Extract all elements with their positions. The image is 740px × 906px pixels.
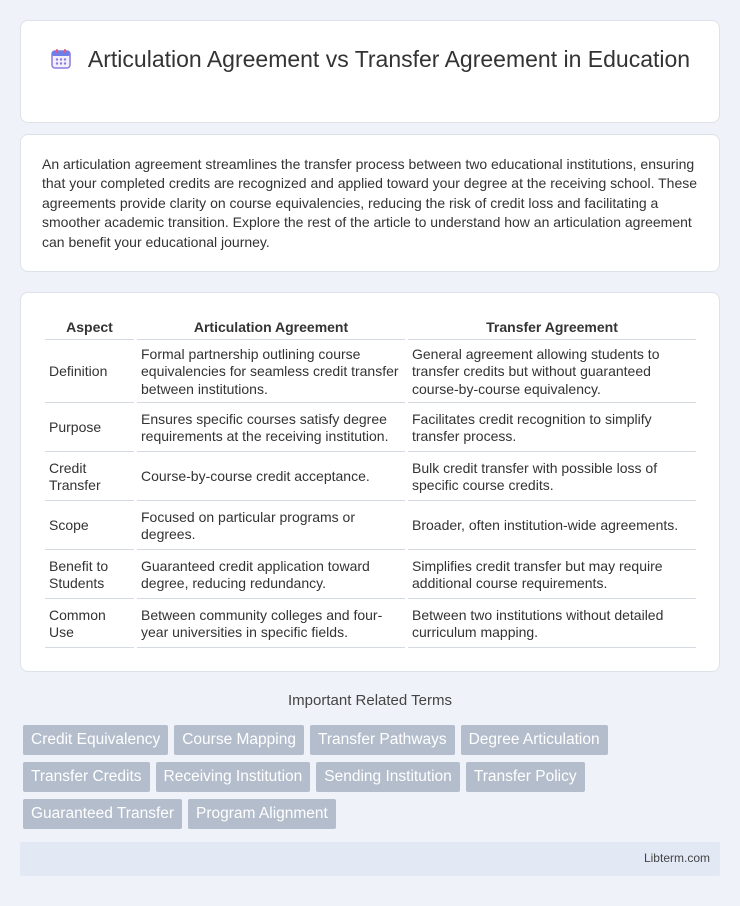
intro-card <box>20 134 720 272</box>
tag-sending-institution[interactable]: Sending Institution <box>316 762 460 792</box>
intro-paragraph: An articulation agreement streamlines the transfer process between two educational institutions, ensuring that your completed credits are recognized and applied toward your degree at the receiving school. These agreements provide clarity on course equivalencies, reducing the risk of credit loss and facilitating a smoother academic transition. Explore the rest of the article to understand how an articulation agreement can benefit your educational journey. <box>42 156 698 250</box>
table-row <box>45 552 696 599</box>
header-articulation: Articulation Agreement <box>137 317 405 340</box>
row-transfer: Broader, often institution-wide agreements. <box>408 503 696 550</box>
row-aspect: Benefit to Students <box>45 552 134 599</box>
tag-transfer-policy[interactable]: Transfer Policy <box>466 762 585 792</box>
footer-site-link[interactable]: Libterm.com <box>643 851 710 865</box>
table-row <box>45 601 696 648</box>
header-aspect: Aspect <box>45 317 134 340</box>
row-aspect: Purpose <box>45 405 134 452</box>
tag-transfer-credits[interactable]: Transfer Credits <box>23 762 150 792</box>
table-row <box>45 342 696 404</box>
tag-course-mapping[interactable]: Course Mapping <box>174 725 304 755</box>
related-tags <box>23 725 633 829</box>
header-card <box>20 20 720 123</box>
page-title-wrap <box>21 45 719 74</box>
page-title: Articulation Agreement vs Transfer Agreement in Education <box>87 46 691 72</box>
tag-degree-articulation[interactable]: Degree Articulation <box>461 725 608 755</box>
row-aspect: Credit Transfer <box>45 454 134 501</box>
row-articulation: Focused on particular programs or degrees. <box>137 503 405 550</box>
row-aspect: Scope <box>45 503 134 550</box>
row-articulation: Ensures specific courses satisfy degree requirements at the receiving institution. <box>137 405 405 452</box>
row-articulation: Formal partnership outlining course equivalencies for seamless credit transfer between institutions. <box>137 342 405 404</box>
table-row <box>45 503 696 550</box>
table-row <box>45 405 696 452</box>
tag-credit-equivalency[interactable]: Credit Equivalency <box>23 725 168 755</box>
tag-guaranteed-transfer[interactable]: Guaranteed Transfer <box>23 799 182 829</box>
row-aspect: Common Use <box>45 601 134 648</box>
row-aspect: Definition <box>45 342 134 404</box>
calendar-icon <box>50 48 72 70</box>
tag-program-alignment[interactable]: Program Alignment <box>188 799 336 829</box>
row-transfer: Facilitates credit recognition to simplify transfer process. <box>408 405 696 452</box>
row-articulation: Course-by-course credit acceptance. <box>137 454 405 501</box>
row-transfer: Between two institutions without detailed curriculum mapping. <box>408 601 696 648</box>
table-row <box>45 454 696 501</box>
table-header-row <box>45 317 696 340</box>
related-terms-title: Important Related Terms <box>288 692 452 709</box>
row-articulation: Guaranteed credit application toward degree, reducing redundancy. <box>137 552 405 599</box>
row-articulation: Between community colleges and four-year universities in specific fields. <box>137 601 405 648</box>
row-transfer: General agreement allowing students to transfer credits but without guaranteed course-by-course equivalency. <box>408 342 696 404</box>
comparison-card <box>20 292 720 672</box>
tag-receiving-institution[interactable]: Receiving Institution <box>156 762 311 792</box>
tag-transfer-pathways[interactable]: Transfer Pathways <box>310 725 455 755</box>
comparison-table <box>42 315 699 650</box>
footer <box>20 842 720 876</box>
row-transfer: Bulk credit transfer with possible loss of specific course credits. <box>408 454 696 501</box>
header-transfer: Transfer Agreement <box>408 317 696 340</box>
row-transfer: Simplifies credit transfer but may require additional course requirements. <box>408 552 696 599</box>
